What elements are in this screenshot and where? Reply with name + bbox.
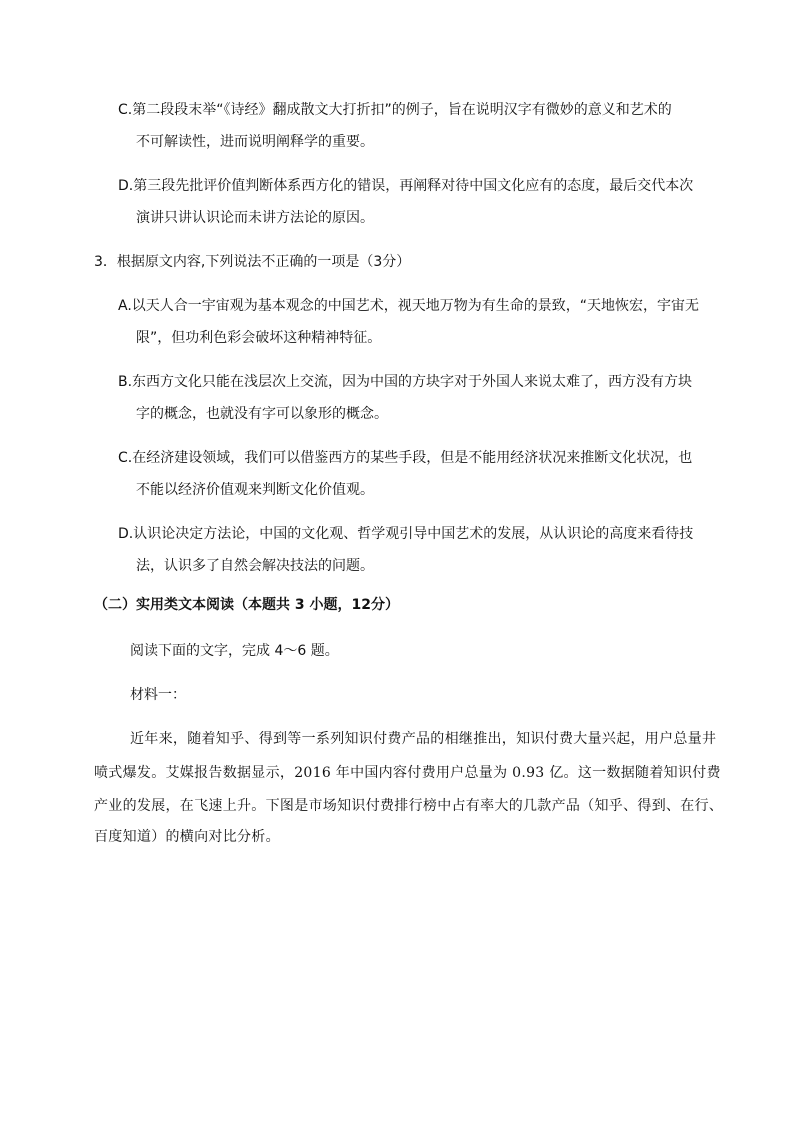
q2-option-c-line1: C.第二段段末举“《诗经》翻成散文大打折扣”的例子，旨在说明汉字有微妙的意义和艺术的 — [118, 102, 672, 118]
q3-option-b-line1: B.东西方文化只能在浅层次上交流，因为中国的方块字对于外国人来说太难了，西方没有方块 — [118, 374, 693, 390]
material-paragraph-line3: 产业的发展，在飞速上升。下图是市场知识付费排行榜中占有率大的几款产品（知乎、得到、在行、 — [94, 798, 724, 814]
q3-stem: 3．根据原文内容,下列说法不正确的一项是（3分） — [94, 254, 411, 270]
reading-instruction: 阅读下面的文字，完成 4～6 题。 — [130, 643, 339, 659]
q2-option-c-line2: 不可解读性，进而说明阐释学的重要。 — [136, 134, 374, 150]
q2-option-d-line1: D.第三段先批评价值判断体系西方化的错误，再阐释对待中国文化应有的态度，最后交代本次 — [118, 178, 694, 194]
q3-option-b-line2: 字的概念，也就没有字可以象形的概念。 — [136, 406, 388, 422]
material-paragraph-line4: 百度知道）的横向对比分析。 — [94, 829, 280, 845]
q3-option-d-line2: 法，认识多了自然会解决技法的问题。 — [136, 558, 374, 574]
q3-option-a-line1: A.以天人合一宇宙观为基本观念的中国艺术，视天地万物为有生命的景致，“天地恢宏，宇宙无 — [118, 298, 700, 314]
q2-option-d-line2: 演讲只讲认识论而未讲方法论的原因。 — [136, 210, 374, 226]
section-heading: （二）实用类文本阅读（本题共 3 小题，12分） — [94, 597, 399, 613]
q3-option-c-line2: 不能以经济价值观来判断文化价值观。 — [136, 482, 374, 498]
q3-option-a-line2: 限”，但功利色彩会破坏这种精神特征。 — [136, 330, 382, 346]
material-paragraph-line2: 喷式爆发。艾媒报告数据显示，2016 年中国内容付费用户总量为 0.93 亿。这一数据随着知识付费 — [94, 765, 721, 781]
q3-option-d-line1: D.认识论决定方法论，中国的文化观、哲学观引导中国艺术的发展，从认识论的高度来看待技 — [118, 526, 694, 542]
material-label: 材料一： — [130, 687, 186, 703]
q3-option-c-line1: C.在经济建设领域，我们可以借鉴西方的某些手段，但是不能用经济状况来推断文化状况，也 — [118, 450, 693, 466]
material-paragraph-line1: 近年来，随着知乎、得到等一系列知识付费产品的相继推出，知识付费大量兴起，用户总量井 — [130, 731, 717, 747]
